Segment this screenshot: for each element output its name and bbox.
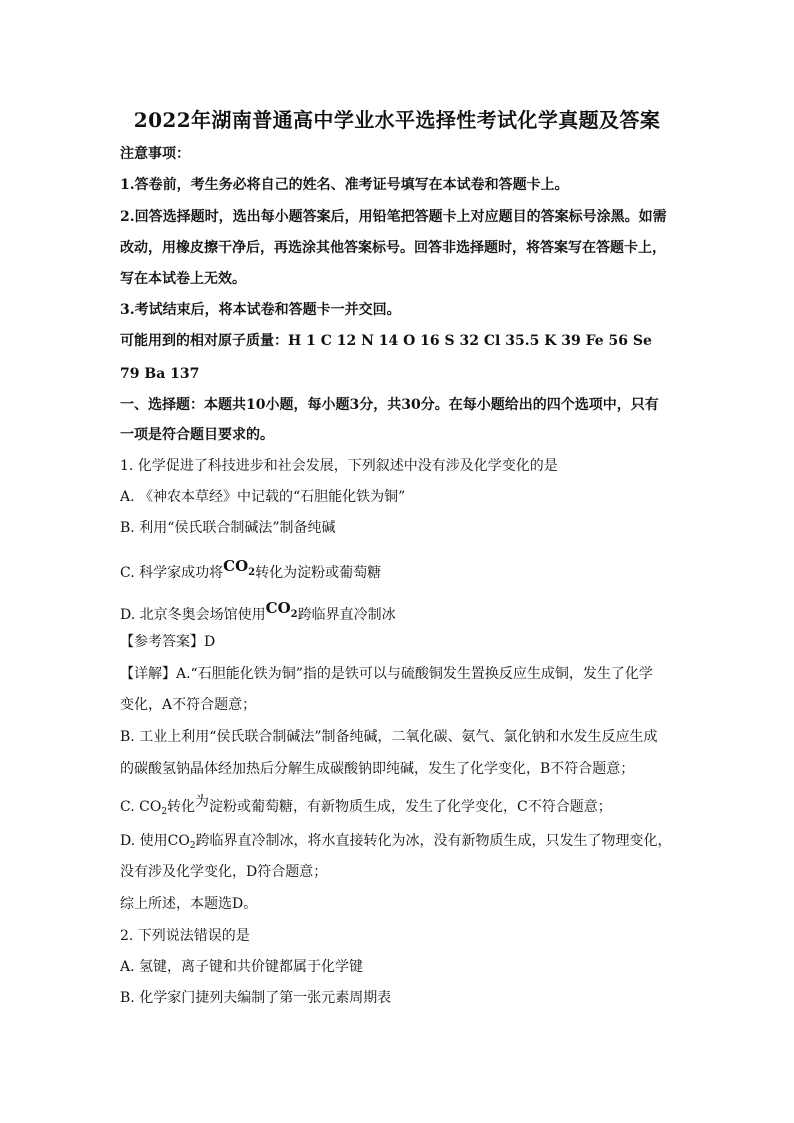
explanation-a-line-2: 变化，A不符合题意； [120,697,257,713]
question-1-option-c [120,557,680,585]
explanation-c: C. $CO_2$转化为淀粉或葡萄糖，有新物质生成，发生了化学变化，C不符合题意； [120,794,612,817]
document-title: 2022年湖南普通高中学业水平选择性考试化学真题及答案 [133,108,661,132]
question-2-option-b: B. 化学家门捷列夫编制了第一张元素周期表 [120,990,392,1006]
option-c-prefix: C. 科学家成功将 [120,565,224,581]
question-2-option-a: A. 氢键，离子键和共价键都属于化学键 [120,959,364,975]
explanation-d-line-2: 没有涉及化学变化，D符合题意； [120,864,328,880]
co2-formula: $CO_2$ [223,557,256,578]
question-1-option-d [120,599,680,627]
atomic-mass-line-2: 79 Ba 137 [120,366,200,382]
question-1-answer: 【参考答案】D [120,634,216,650]
notice-item-2-line-1: 2.回答选择题时，选出每小题答案后，用铅笔把答题卡上对应题目的答案标号涂黑。如需 [120,209,667,225]
question-2-stem: 2. 下列说法错误的是 [120,928,250,944]
explanation-d-line-1: D. 使用$CO_2$跨临界直冷制冰，将水直接转化为冰，没有新物质生成，只发生了物理变化， [120,833,672,851]
question-1-summary: 综上所述，本题选D。 [120,896,258,912]
notice-item-1: 1.答卷前，考生务必将自己的姓名、准考证号填写在本试卷和答题卡上。 [120,177,569,193]
notice-item-2-line-2: 改动，用橡皮擦干净后，再选涂其他答案标号。回答非选择题时，将答案写在答题卡上， [120,240,666,256]
explanation-b-line-1: B. 工业上利用“侯氏联合制碱法”制备纯碱，二氧化碳、氨气、氯化钠和水发生反应生成 [120,729,658,745]
explanation-a-line-1: 【详解】A.“石胆能化铁为铜”指的是铁可以与硫酸铜发生置换反应生成铜，发生了化学 [120,666,653,682]
co2-formula: $CO_2$ [265,599,298,620]
explanation-b-line-2: 的碳酸氢钠晶体经加热后分解生成碳酸钠即纯碱，发生了化学变化，B不符合题意； [120,761,635,777]
question-1-option-b: B. 利用“侯氏联合制碱法”制备纯碱 [120,520,336,536]
notice-item-3: 3.考试结束后，将本试卷和答题卡一并交回。 [120,302,401,318]
option-d-prefix: D. 北京冬奥会场馆使用 [120,607,266,623]
option-c-suffix: 转化为淀粉或葡萄糖 [255,565,382,581]
option-d-suffix: 跨临界直冷制冰 [297,607,396,623]
section-heading-line-1: 一、选择题：本题共10小题，每小题3分，共30分。在每小题给出的四个选项中，只有 [120,397,659,413]
notice-item-2-line-3: 写在本试卷上无效。 [120,271,246,287]
atomic-mass-line-1: 可能用到的相对原子质量：H 1 C 12 N 14 O 16 S 32 Cl 35.5 K 39 Fe 56 Se [120,333,652,349]
question-1-option-a: A. 《神农本草经》中记载的“石胆能化铁为铜” [120,489,406,505]
notice-heading: 注意事项： [120,146,190,162]
section-heading-line-2: 一项是符合题目要求的。 [120,427,274,443]
question-1-stem: 1. 化学促进了科技进步和社会发展，下列叙述中没有涉及化学变化的是 [120,458,558,474]
